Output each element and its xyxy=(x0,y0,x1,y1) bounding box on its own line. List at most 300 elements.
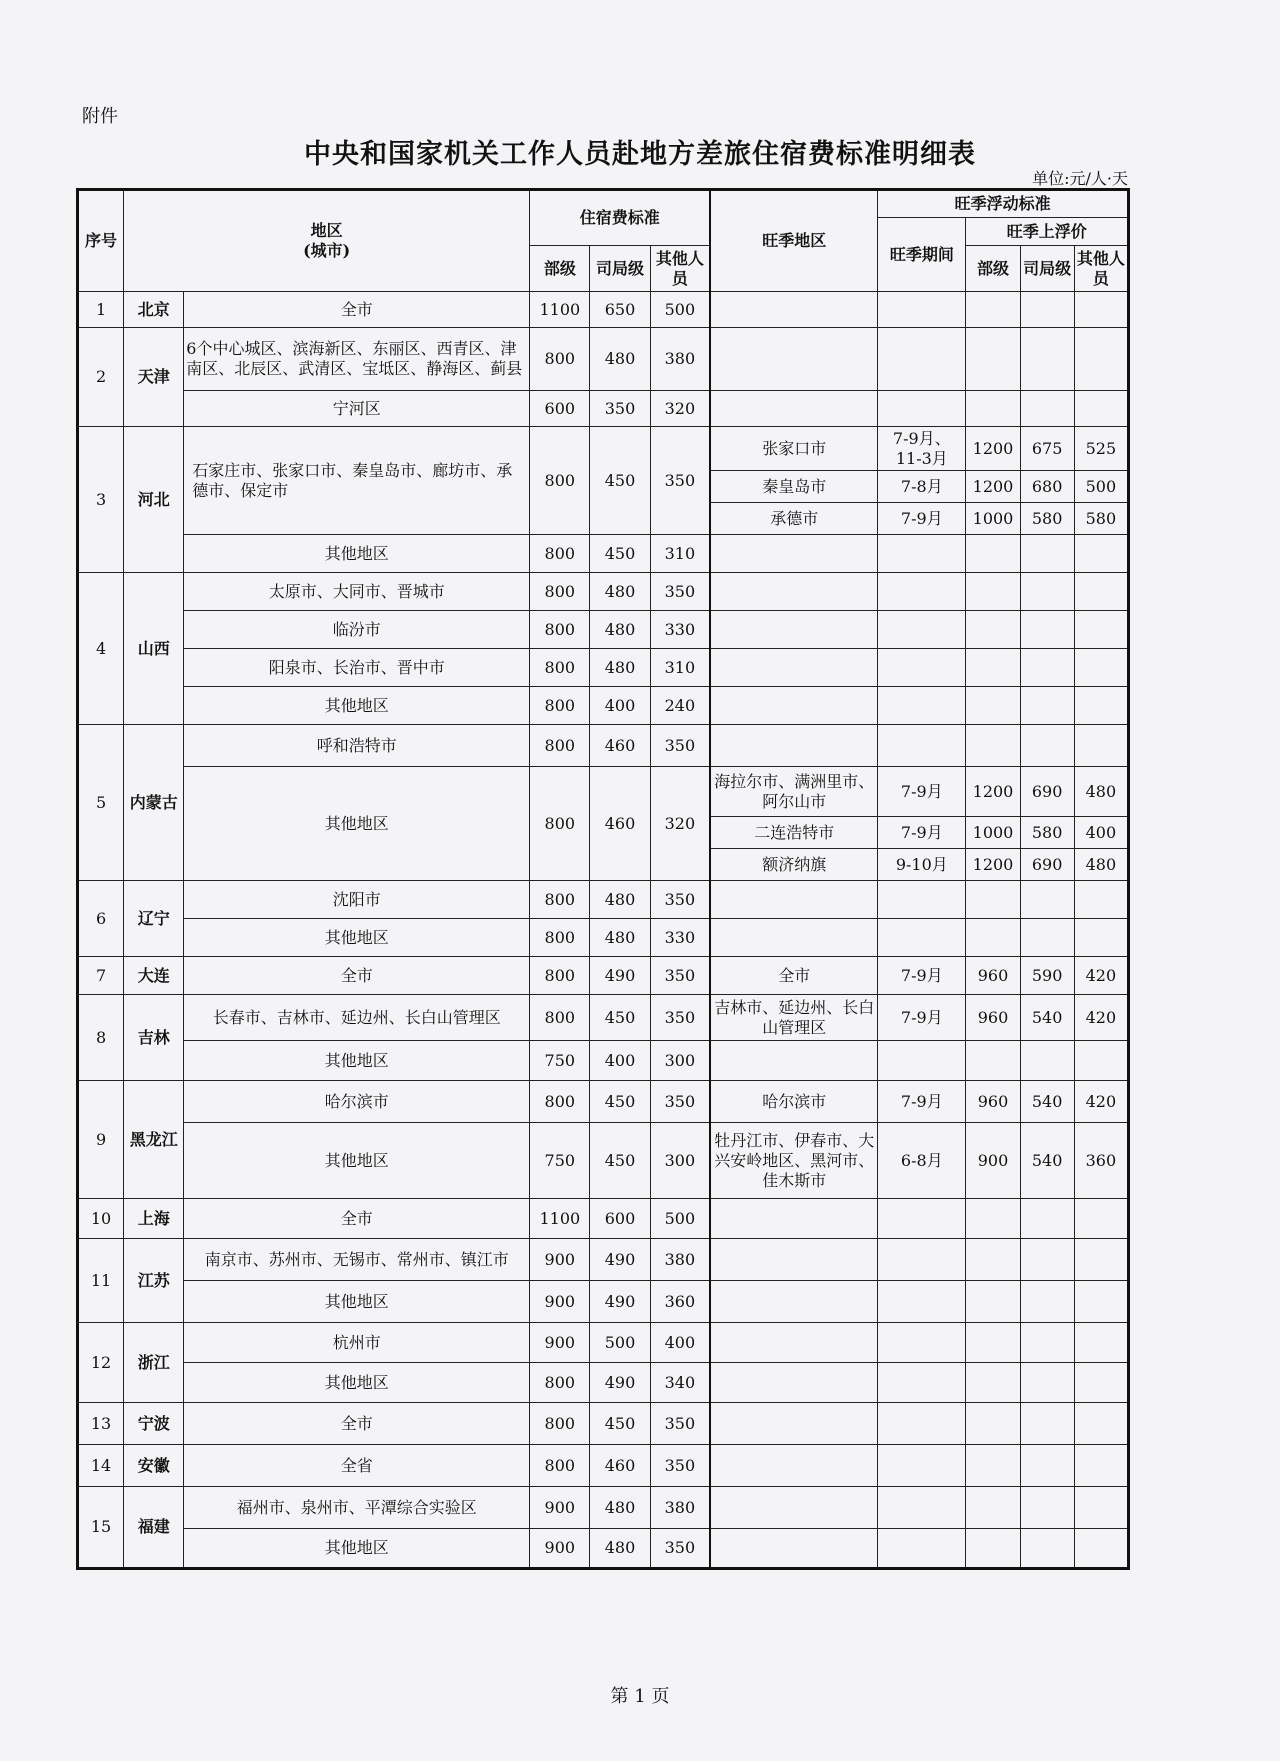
empty-cell xyxy=(710,1281,877,1323)
empty-cell xyxy=(966,391,1020,427)
table-cell: 其他地区 xyxy=(184,919,530,957)
table-cell: 360 xyxy=(650,1281,710,1323)
empty-cell xyxy=(966,1403,1020,1445)
empty-cell xyxy=(966,1529,1020,1569)
table-cell: 350 xyxy=(650,573,710,611)
empty-cell xyxy=(710,919,877,957)
table-cell: 石家庄市、张家口市、秦皇岛市、廊坊市、承德市、保定市 xyxy=(184,427,530,535)
table-cell: 10 xyxy=(78,1199,124,1239)
table-cell: 800 xyxy=(530,995,590,1041)
empty-cell xyxy=(878,611,966,649)
header-peak-area: 旺季地区 xyxy=(710,190,877,292)
table-cell: 5 xyxy=(78,725,124,881)
table-cell: 350 xyxy=(650,881,710,919)
empty-cell xyxy=(966,292,1020,328)
table-cell: 800 xyxy=(530,919,590,957)
header-buji: 部级 xyxy=(530,246,590,292)
empty-cell xyxy=(878,1281,966,1323)
table-cell: 480 xyxy=(1074,849,1128,881)
table-cell: 800 xyxy=(530,1363,590,1403)
empty-cell xyxy=(710,725,877,767)
empty-cell xyxy=(966,328,1020,391)
table-cell: 3 xyxy=(78,427,124,573)
table-cell: 480 xyxy=(590,1529,650,1569)
table-cell: 320 xyxy=(650,767,710,881)
table-row xyxy=(78,687,1129,725)
table-cell: 其他地区 xyxy=(184,535,530,573)
empty-cell xyxy=(1074,1239,1128,1281)
table-cell: 900 xyxy=(966,1123,1020,1199)
empty-cell xyxy=(1074,535,1128,573)
table-cell: 540 xyxy=(1020,995,1074,1041)
table-row xyxy=(78,881,1129,919)
empty-cell xyxy=(966,611,1020,649)
table-cell: 1200 xyxy=(966,427,1020,471)
table-cell: 450 xyxy=(590,1403,650,1445)
table-cell: 呼和浩特市 xyxy=(184,725,530,767)
table-cell: 800 xyxy=(530,767,590,881)
empty-cell xyxy=(966,1363,1020,1403)
header-region xyxy=(124,190,530,292)
empty-cell xyxy=(966,1281,1020,1323)
table-cell: 海拉尔市、满洲里市、阿尔山市 xyxy=(710,767,877,817)
empty-cell xyxy=(1020,1041,1074,1081)
table-cell: 480 xyxy=(590,1487,650,1529)
table-cell: 800 xyxy=(530,427,590,535)
table-cell: 900 xyxy=(530,1239,590,1281)
table-cell: 1100 xyxy=(530,292,590,328)
empty-cell xyxy=(878,1199,966,1239)
table-cell: 7-9月 xyxy=(878,767,966,817)
empty-cell xyxy=(1074,881,1128,919)
empty-cell xyxy=(710,687,877,725)
empty-cell xyxy=(878,292,966,328)
table-cell: 1 xyxy=(78,292,124,328)
table-cell: 690 xyxy=(1020,849,1074,881)
table-cell: 11 xyxy=(78,1239,124,1323)
empty-cell xyxy=(878,1403,966,1445)
table-cell: 490 xyxy=(590,957,650,995)
table-cell: 420 xyxy=(1074,1081,1128,1123)
table-cell: 北京 xyxy=(124,292,184,328)
empty-cell xyxy=(1020,1323,1074,1363)
table-cell: 7-9月 xyxy=(878,1081,966,1123)
header-seq: 序号 xyxy=(78,190,124,292)
empty-cell xyxy=(966,1323,1020,1363)
empty-cell xyxy=(1020,573,1074,611)
table-cell: 1200 xyxy=(966,849,1020,881)
empty-cell xyxy=(1074,1445,1128,1487)
table-cell: 380 xyxy=(650,1487,710,1529)
table-cell: 490 xyxy=(590,1281,650,1323)
table-cell: 540 xyxy=(1020,1123,1074,1199)
page-number: 第 1 页 xyxy=(610,1686,670,1707)
table-cell: 350 xyxy=(650,1403,710,1445)
empty-cell xyxy=(966,573,1020,611)
table-cell: 安徽 xyxy=(124,1445,184,1487)
table-cell: 7-9月 xyxy=(878,957,966,995)
table-cell: 南京市、苏州市、无锡市、常州市、镇江市 xyxy=(184,1239,530,1281)
table-cell: 450 xyxy=(590,1123,650,1199)
table-cell: 1200 xyxy=(966,767,1020,817)
empty-cell xyxy=(1074,1529,1128,1569)
table-cell: 480 xyxy=(1074,767,1128,817)
empty-cell xyxy=(1020,1281,1074,1323)
table-cell: 辽宁 xyxy=(124,881,184,957)
table-cell: 500 xyxy=(650,1199,710,1239)
header-text: (城市) xyxy=(303,241,351,260)
table-cell: 全市 xyxy=(184,1199,530,1239)
empty-cell xyxy=(966,649,1020,687)
table-cell: 8 xyxy=(78,995,124,1081)
empty-cell xyxy=(1074,328,1128,391)
empty-cell xyxy=(1074,1323,1128,1363)
empty-cell xyxy=(966,725,1020,767)
header-peak-float: 旺季浮动标准 xyxy=(878,190,1129,218)
table-cell: 阳泉市、长治市、晋中市 xyxy=(184,649,530,687)
empty-cell xyxy=(710,573,877,611)
table-row xyxy=(78,767,1129,817)
table-cell: 全市 xyxy=(184,292,530,328)
table-cell: 上海 xyxy=(124,1199,184,1239)
table-cell: 400 xyxy=(1074,817,1128,849)
table-cell: 13 xyxy=(78,1403,124,1445)
table-cell: 680 xyxy=(1020,471,1074,503)
empty-cell xyxy=(878,1239,966,1281)
empty-cell xyxy=(1074,1487,1128,1529)
table-cell: 350 xyxy=(650,1529,710,1569)
empty-cell xyxy=(1074,573,1128,611)
table-cell: 450 xyxy=(590,535,650,573)
empty-cell xyxy=(878,328,966,391)
empty-cell xyxy=(966,919,1020,957)
empty-cell xyxy=(1020,649,1074,687)
table-cell: 350 xyxy=(650,957,710,995)
empty-cell xyxy=(878,573,966,611)
empty-cell xyxy=(710,535,877,573)
table-cell: 12 xyxy=(78,1323,124,1403)
empty-cell xyxy=(878,1487,966,1529)
table-cell: 450 xyxy=(590,995,650,1041)
empty-cell xyxy=(878,535,966,573)
table-row xyxy=(78,1403,1129,1445)
empty-cell xyxy=(1020,881,1074,919)
empty-cell xyxy=(878,1323,966,1363)
table-cell: 480 xyxy=(590,649,650,687)
table-cell: 全市 xyxy=(184,957,530,995)
empty-cell xyxy=(710,1529,877,1569)
header-siju: 司局级 xyxy=(590,246,650,292)
table-row xyxy=(78,995,1129,1041)
table-row xyxy=(78,1487,1129,1529)
table-cell: 350 xyxy=(650,1445,710,1487)
header-text: 地区 xyxy=(310,221,343,240)
table-cell: 大连 xyxy=(124,957,184,995)
table-cell: 460 xyxy=(590,767,650,881)
empty-cell xyxy=(1020,1239,1074,1281)
table-row xyxy=(78,919,1129,957)
table-row xyxy=(78,957,1129,995)
unit-label: 单位:元/人·天 xyxy=(1032,169,1128,188)
table-cell: 其他地区 xyxy=(184,1281,530,1323)
empty-cell xyxy=(966,687,1020,725)
table-cell: 1100 xyxy=(530,1199,590,1239)
table-cell: 牡丹江市、伊春市、大兴安岭地区、黑河市、佳木斯市 xyxy=(710,1123,877,1199)
empty-cell xyxy=(1074,292,1128,328)
empty-cell xyxy=(710,1445,877,1487)
table-cell: 450 xyxy=(590,427,650,535)
table-cell: 9-10月 xyxy=(878,849,966,881)
table-cell: 460 xyxy=(590,725,650,767)
table-cell: 内蒙古 xyxy=(124,725,184,881)
table-cell: 哈尔滨市 xyxy=(710,1081,877,1123)
table-cell: 400 xyxy=(590,687,650,725)
table-cell: 800 xyxy=(530,881,590,919)
empty-cell xyxy=(878,1363,966,1403)
empty-cell xyxy=(1074,391,1128,427)
table-cell: 二连浩特市 xyxy=(710,817,877,849)
table-cell: 江苏 xyxy=(124,1239,184,1323)
table-cell: 420 xyxy=(1074,995,1128,1041)
table-cell: 14 xyxy=(78,1445,124,1487)
document-title: 中央和国家机关工作人员赴地方差旅住宿费标准明细表 xyxy=(304,139,976,170)
table-cell: 960 xyxy=(966,1081,1020,1123)
table-cell: 675 xyxy=(1020,427,1074,471)
table-cell: 500 xyxy=(590,1323,650,1363)
empty-cell xyxy=(878,881,966,919)
empty-cell xyxy=(966,535,1020,573)
table-cell: 7-9月、11-3月 xyxy=(878,427,966,471)
table-cell: 900 xyxy=(530,1529,590,1569)
table-cell: 310 xyxy=(650,649,710,687)
empty-cell xyxy=(1074,649,1128,687)
empty-cell xyxy=(878,687,966,725)
table-cell: 340 xyxy=(650,1363,710,1403)
table-row xyxy=(78,1081,1129,1123)
empty-cell xyxy=(710,1487,877,1529)
table-row xyxy=(78,573,1129,611)
header-peak-other: 其他人员 xyxy=(1074,246,1128,292)
table-cell: 960 xyxy=(966,957,1020,995)
empty-cell xyxy=(1074,611,1128,649)
empty-cell xyxy=(878,919,966,957)
table-cell: 580 xyxy=(1020,817,1074,849)
attachment-label: 附件 xyxy=(82,106,118,127)
table-cell: 7-9月 xyxy=(878,503,966,535)
table-cell: 全市 xyxy=(184,1403,530,1445)
table-cell: 6个中心城区、滨海新区、东丽区、西青区、津南区、北辰区、武清区、宝坻区、静海区、蓟县 xyxy=(184,328,530,391)
table-row xyxy=(78,1529,1129,1569)
table-cell: 420 xyxy=(1074,957,1128,995)
empty-cell xyxy=(1074,1199,1128,1239)
table-cell: 7-9月 xyxy=(878,817,966,849)
empty-cell xyxy=(1074,687,1128,725)
table-cell: 525 xyxy=(1074,427,1128,471)
table-cell: 330 xyxy=(650,611,710,649)
table-cell: 360 xyxy=(1074,1123,1128,1199)
table-cell: 300 xyxy=(650,1123,710,1199)
table-cell: 沈阳市 xyxy=(184,881,530,919)
table-cell: 浙江 xyxy=(124,1323,184,1403)
empty-cell xyxy=(710,649,877,687)
empty-cell xyxy=(710,1403,877,1445)
empty-cell xyxy=(1020,328,1074,391)
empty-cell xyxy=(878,649,966,687)
table-row xyxy=(78,1281,1129,1323)
table-cell: 天津 xyxy=(124,328,184,427)
table-row xyxy=(78,427,1129,471)
table-cell: 15 xyxy=(78,1487,124,1569)
empty-cell xyxy=(1020,725,1074,767)
table-cell: 哈尔滨市 xyxy=(184,1081,530,1123)
table-cell: 540 xyxy=(1020,1081,1074,1123)
empty-cell xyxy=(1020,919,1074,957)
empty-cell xyxy=(1074,725,1128,767)
table-cell: 600 xyxy=(530,391,590,427)
table-cell: 其他地区 xyxy=(184,687,530,725)
table-cell: 秦皇岛市 xyxy=(710,471,877,503)
empty-cell xyxy=(966,1239,1020,1281)
empty-cell xyxy=(710,1041,877,1081)
empty-cell xyxy=(710,881,877,919)
table-cell: 临汾市 xyxy=(184,611,530,649)
table-cell: 6 xyxy=(78,881,124,957)
empty-cell xyxy=(710,1363,877,1403)
table-cell: 330 xyxy=(650,919,710,957)
table-cell: 800 xyxy=(530,957,590,995)
table-cell: 480 xyxy=(590,881,650,919)
table-cell: 750 xyxy=(530,1041,590,1081)
table-cell: 480 xyxy=(590,611,650,649)
lodging-standard-table xyxy=(76,188,1130,1570)
table-cell: 1200 xyxy=(966,471,1020,503)
table-cell: 长春市、吉林市、延边州、长白山管理区 xyxy=(184,995,530,1041)
table-cell: 800 xyxy=(530,725,590,767)
header-peak-siju: 司局级 xyxy=(1020,246,1074,292)
table-cell: 380 xyxy=(650,1239,710,1281)
empty-cell xyxy=(1020,1363,1074,1403)
header-peak-buji: 部级 xyxy=(966,246,1020,292)
table-cell: 宁河区 xyxy=(184,391,530,427)
table-cell: 800 xyxy=(530,328,590,391)
empty-cell xyxy=(710,328,877,391)
empty-cell xyxy=(878,391,966,427)
table-cell: 宁波 xyxy=(124,1403,184,1445)
table-cell: 600 xyxy=(590,1199,650,1239)
empty-cell xyxy=(710,1239,877,1281)
table-cell: 1000 xyxy=(966,817,1020,849)
table-cell: 490 xyxy=(590,1363,650,1403)
empty-cell xyxy=(966,1445,1020,1487)
empty-cell xyxy=(710,292,877,328)
empty-cell xyxy=(1020,687,1074,725)
table-row xyxy=(78,1363,1129,1403)
table-cell: 全市 xyxy=(710,957,877,995)
empty-cell xyxy=(1020,1445,1074,1487)
table-cell: 350 xyxy=(650,725,710,767)
table-cell: 2 xyxy=(78,328,124,427)
table-cell: 490 xyxy=(590,1239,650,1281)
table-row xyxy=(78,1323,1129,1363)
empty-cell xyxy=(710,611,877,649)
empty-cell xyxy=(1020,1199,1074,1239)
table-cell: 9 xyxy=(78,1081,124,1199)
empty-cell xyxy=(1020,1487,1074,1529)
table-row xyxy=(78,1041,1129,1081)
table-cell: 400 xyxy=(590,1041,650,1081)
empty-cell xyxy=(966,1199,1020,1239)
table-cell: 800 xyxy=(530,1403,590,1445)
table-row xyxy=(78,611,1129,649)
table-cell: 其他地区 xyxy=(184,1123,530,1199)
table-cell: 350 xyxy=(650,995,710,1041)
table-cell: 吉林市、延边州、长白山管理区 xyxy=(710,995,877,1041)
table-cell: 800 xyxy=(530,1445,590,1487)
table-cell: 800 xyxy=(530,649,590,687)
table-cell: 杭州市 xyxy=(184,1323,530,1363)
table-cell: 其他地区 xyxy=(184,1363,530,1403)
table-row xyxy=(78,1445,1129,1487)
table-cell: 310 xyxy=(650,535,710,573)
empty-cell xyxy=(1074,1281,1128,1323)
table-cell: 7 xyxy=(78,957,124,995)
table-row xyxy=(78,328,1129,391)
table-cell: 全省 xyxy=(184,1445,530,1487)
table-cell: 900 xyxy=(530,1281,590,1323)
table-cell: 350 xyxy=(650,1081,710,1123)
table-cell: 500 xyxy=(1074,471,1128,503)
table-cell: 500 xyxy=(650,292,710,328)
table-cell: 1000 xyxy=(966,503,1020,535)
table-cell: 590 xyxy=(1020,957,1074,995)
table-cell: 7-9月 xyxy=(878,995,966,1041)
table-cell: 900 xyxy=(530,1323,590,1363)
empty-cell xyxy=(1020,391,1074,427)
header-standard: 住宿费标准 xyxy=(530,190,710,246)
empty-cell xyxy=(710,391,877,427)
table-row xyxy=(78,725,1129,767)
empty-cell xyxy=(1074,919,1128,957)
table-cell: 河北 xyxy=(124,427,184,573)
table-cell: 320 xyxy=(650,391,710,427)
table-cell: 800 xyxy=(530,611,590,649)
table-cell: 其他地区 xyxy=(184,767,530,881)
table-cell: 800 xyxy=(530,687,590,725)
table-cell: 900 xyxy=(530,1487,590,1529)
table-cell: 800 xyxy=(530,1081,590,1123)
table-cell: 580 xyxy=(1020,503,1074,535)
header-peak-price: 旺季上浮价 xyxy=(966,218,1129,246)
table-cell: 690 xyxy=(1020,767,1074,817)
header-other: 其他人员 xyxy=(650,246,710,292)
empty-cell xyxy=(966,881,1020,919)
table-cell: 太原市、大同市、晋城市 xyxy=(184,573,530,611)
table-cell: 480 xyxy=(590,328,650,391)
empty-cell xyxy=(1020,1403,1074,1445)
empty-cell xyxy=(878,1445,966,1487)
table-cell: 800 xyxy=(530,535,590,573)
table-cell: 300 xyxy=(650,1041,710,1081)
table-row xyxy=(78,649,1129,687)
empty-cell xyxy=(710,1323,877,1363)
empty-cell xyxy=(1020,611,1074,649)
table-cell: 580 xyxy=(1074,503,1128,535)
table-cell: 额济纳旗 xyxy=(710,849,877,881)
table-cell: 480 xyxy=(590,573,650,611)
table-cell: 山西 xyxy=(124,573,184,725)
header-peak-period: 旺季期间 xyxy=(878,218,966,292)
empty-cell xyxy=(710,1199,877,1239)
